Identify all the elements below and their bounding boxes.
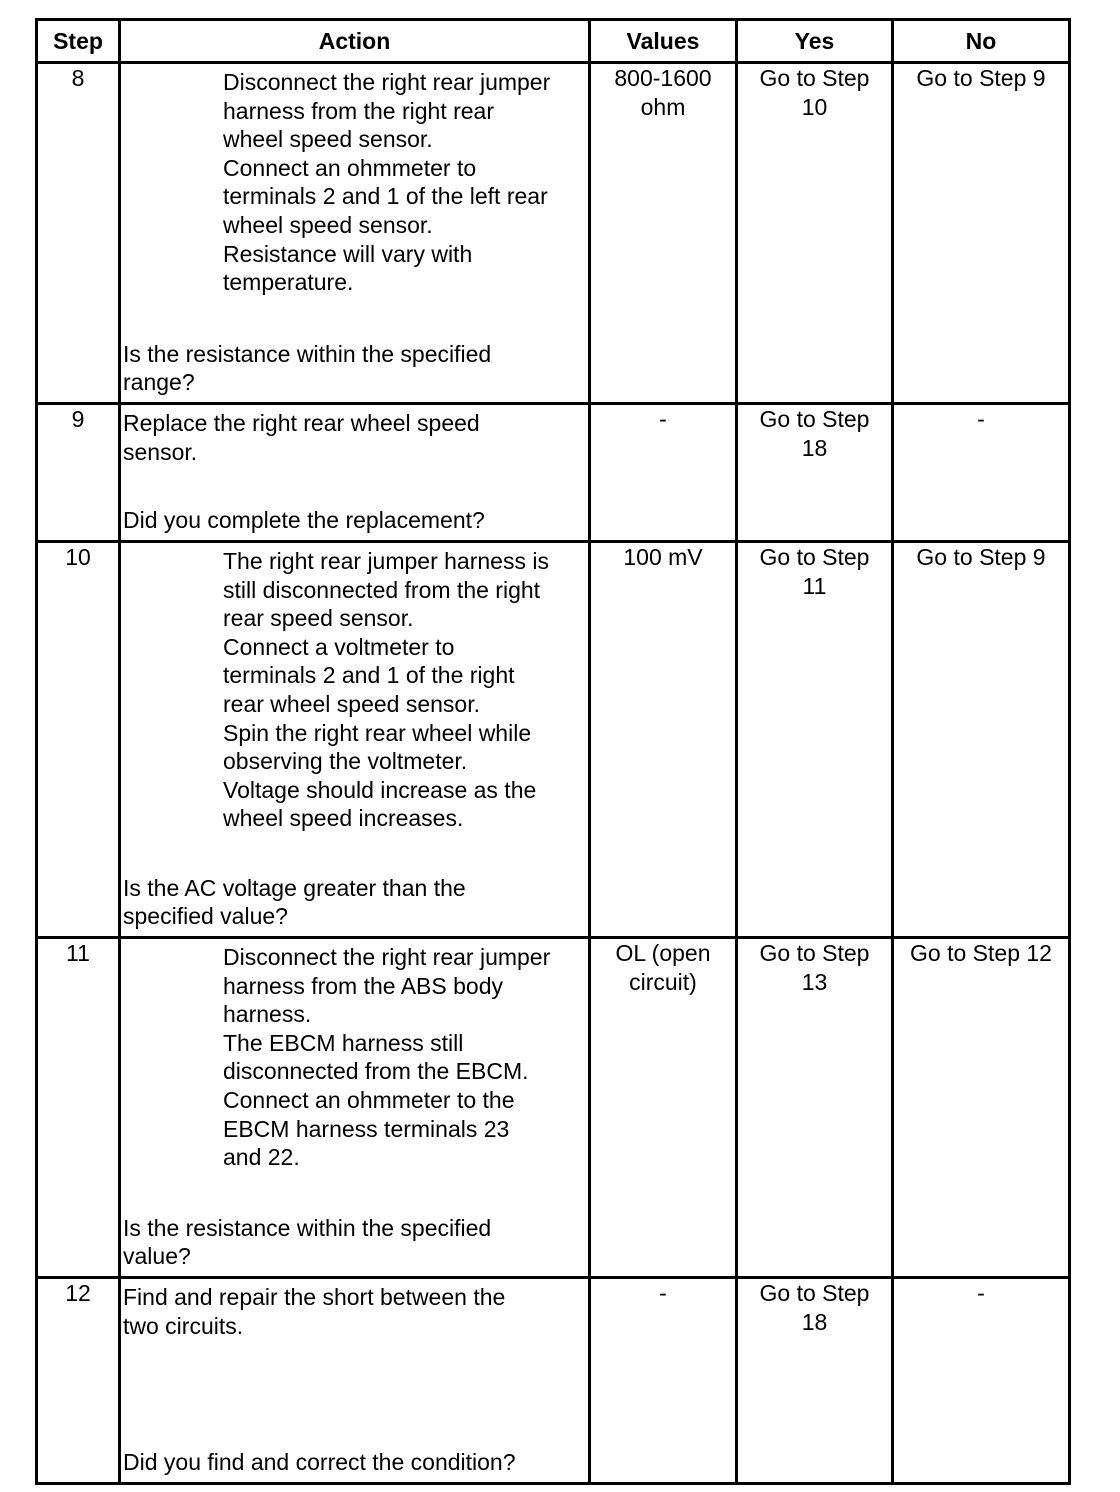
step-number: 12 [37, 1278, 120, 1484]
yes-line: Go to Step [759, 544, 870, 570]
instruction-line: harness from the right rear [223, 97, 495, 124]
header-no: No [893, 20, 1070, 63]
instructions [121, 1279, 588, 1340]
instruction-line: disconnected from the EBCM. [223, 1058, 529, 1085]
yes-line: Go to Step [759, 406, 870, 432]
values-cell: - [590, 404, 737, 542]
question-line: Did you complete the replacement? [123, 507, 485, 534]
yes-line: 18 [801, 1308, 828, 1335]
instruction-line: harness from the ABS body [223, 972, 503, 999]
instructions [121, 405, 588, 466]
yes-line: 13 [801, 968, 828, 995]
table-row-step-11 [37, 938, 1070, 1278]
table-row-step-12 [37, 1278, 1070, 1484]
question [121, 1448, 588, 1479]
step-number: 8 [37, 63, 120, 404]
instruction-line: Voltage should increase as the [223, 776, 537, 803]
instruction-line: rear speed sensor. [223, 605, 414, 632]
action-cell [120, 1278, 590, 1484]
yes-line: 10 [801, 93, 828, 120]
no-cell: - [893, 1278, 1070, 1484]
values-cell [590, 542, 737, 938]
diagnostic-table [35, 18, 1071, 1485]
instructions [121, 543, 588, 833]
instruction-line: rear wheel speed sensor. [223, 690, 480, 717]
question-line: specified value? [123, 903, 288, 930]
instruction-line: EBCM harness terminals 23 [223, 1115, 510, 1142]
action-cell [120, 938, 590, 1278]
no-cell: Go to Step 9 [893, 542, 1070, 938]
question-line: Is the resistance within the specified [123, 340, 492, 367]
instruction-line: temperature. [223, 269, 354, 296]
instruction-line: wheel speed sensor. [223, 211, 433, 238]
instructions [121, 939, 588, 1172]
values-cell: - [590, 1278, 737, 1484]
question [121, 340, 588, 399]
action-cell [120, 542, 590, 938]
value-line: 800-1600 [614, 65, 712, 91]
instruction-line: Spin the right rear wheel while [223, 719, 532, 746]
values-cell [590, 938, 737, 1278]
question [121, 874, 588, 933]
instruction-line: Connect an ohmmeter to the [223, 1086, 515, 1113]
header-values: Values [590, 20, 737, 63]
step-number: 9 [37, 404, 120, 542]
question-line: Did you find and correct the condition? [123, 1449, 516, 1476]
instructions [121, 64, 588, 297]
value-line: ohm [640, 93, 686, 120]
header-action: Action [120, 20, 590, 63]
instruction-line: and 22. [223, 1144, 300, 1171]
instruction-line: sensor. [123, 438, 198, 465]
question [121, 506, 588, 537]
yes-cell [737, 542, 893, 938]
instruction-line: still disconnected from the right [223, 576, 541, 603]
value-line: circuit) [629, 968, 697, 995]
no-cell: Go to Step 9 [893, 63, 1070, 404]
header-yes: Yes [737, 20, 893, 63]
instruction-line: harness. [223, 1001, 312, 1028]
value-line: OL (open [615, 940, 711, 966]
question-line: range? [123, 369, 195, 396]
yes-line: 11 [802, 572, 827, 599]
action-cell [120, 63, 590, 404]
yes-line: 18 [801, 434, 828, 461]
values-cell [590, 63, 737, 404]
instruction-line: observing the voltmeter. [223, 748, 468, 775]
instruction-line: two circuits. [123, 1312, 244, 1339]
instruction-line: Resistance will vary with [223, 240, 473, 267]
yes-line: Go to Step [759, 1280, 870, 1306]
question-line: value? [123, 1243, 191, 1270]
yes-cell [737, 404, 893, 542]
instruction-line: Disconnect the right rear jumper [223, 944, 551, 970]
yes-cell [737, 1278, 893, 1484]
instruction-line: The EBCM harness still [223, 1029, 464, 1056]
table-row-step-10 [37, 542, 1070, 938]
yes-cell [737, 63, 893, 404]
instruction-line: Connect a voltmeter to [223, 633, 455, 660]
step-number: 11 [37, 938, 120, 1278]
table-row-step-8 [37, 63, 1070, 404]
question-line: Is the resistance within the specified [123, 1214, 492, 1241]
yes-line: Go to Step [759, 65, 870, 91]
instruction-line: wheel speed increases. [223, 805, 464, 832]
table-row-step-9 [37, 404, 1070, 542]
yes-line: Go to Step [759, 940, 870, 966]
header-row [37, 20, 1070, 63]
action-cell [120, 404, 590, 542]
no-cell: - [893, 404, 1070, 542]
value-line: 100 mV [623, 544, 703, 570]
instruction-line: terminals 2 and 1 of the left rear [223, 183, 548, 210]
instruction-line: Replace the right rear wheel speed [123, 410, 480, 436]
instruction-line: Find and repair the short between the [123, 1284, 506, 1310]
step-number: 10 [37, 542, 120, 938]
instruction-line: Disconnect the right rear jumper [223, 69, 551, 95]
instruction-line: Connect an ohmmeter to [223, 154, 477, 181]
header-step: Step [37, 20, 120, 63]
question-line: Is the AC voltage greater than the [123, 874, 466, 901]
instruction-line: The right rear jumper harness is [223, 548, 549, 574]
instruction-line: terminals 2 and 1 of the right [223, 662, 515, 689]
no-cell: Go to Step 12 [893, 938, 1070, 1278]
instruction-line: wheel speed sensor. [223, 126, 433, 153]
yes-cell [737, 938, 893, 1278]
question [121, 1214, 588, 1273]
